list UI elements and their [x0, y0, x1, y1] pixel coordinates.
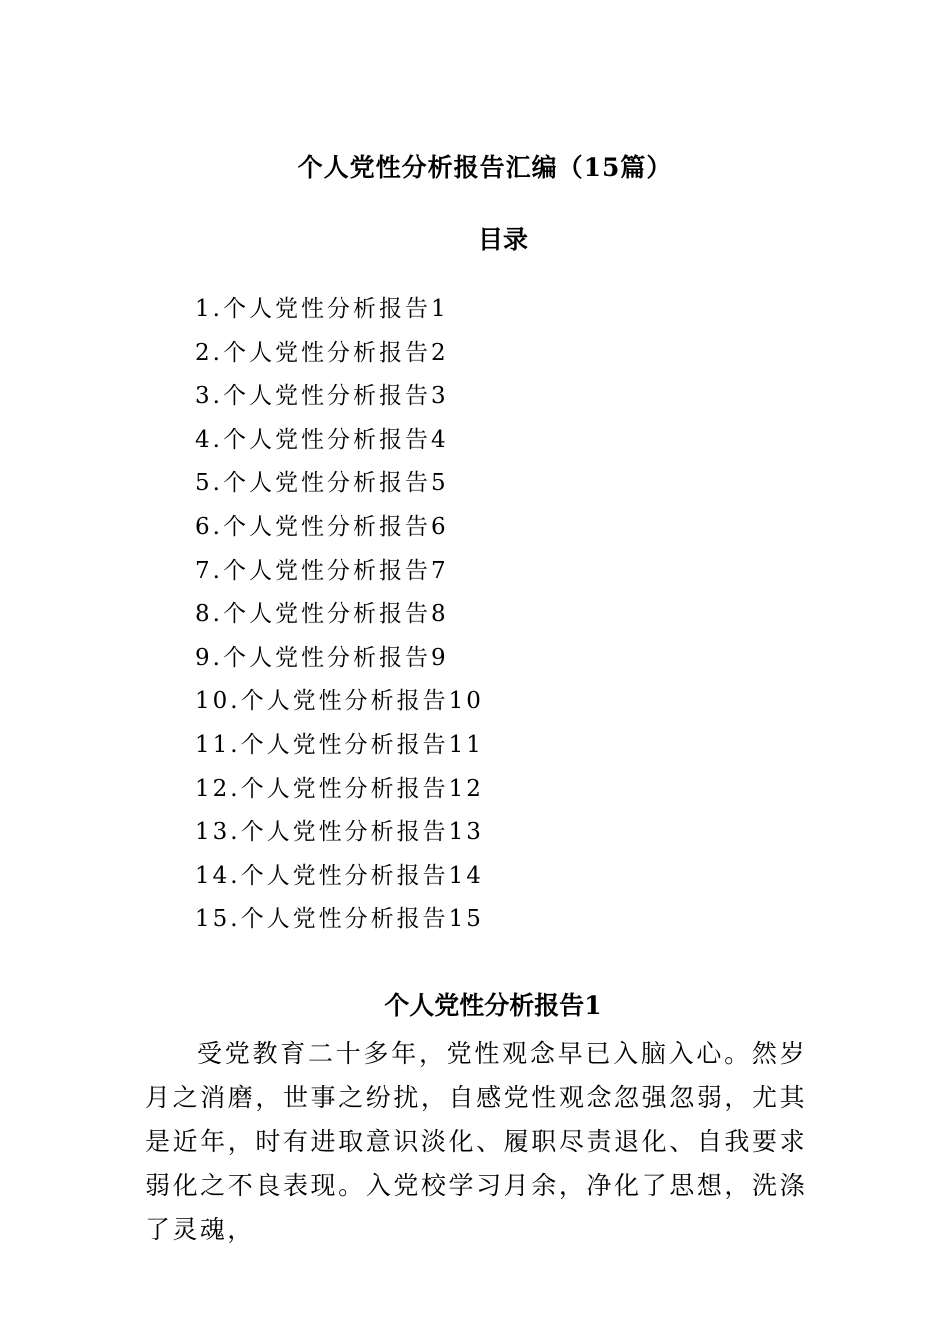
toc-item[interactable]: 11.个人党性分析报告11 [195, 731, 484, 758]
body-paragraph: 受党教育二十多年，党性观念早已入脑入心。然岁月之消磨，世事之纷扰，自感党性观念忽强忽弱，尤其是近年，时有进取意识淡化、履职尽责退化、自我要求弱化之不良表现。入党校学习月余，净化了思想，洗涤了灵魂， [145, 1039, 807, 1244]
document-title: 个人党性分析报告汇编（15篇） [297, 153, 673, 182]
toc-item[interactable]: 13.个人党性分析报告13 [195, 819, 484, 846]
toc-item[interactable]: 14.个人党性分析报告14 [195, 862, 484, 889]
toc-heading: 目录 [477, 225, 528, 254]
section-title: 个人党性分析报告1 [384, 991, 602, 1020]
toc-item[interactable]: 9.个人党性分析报告9 [195, 644, 449, 671]
toc-item[interactable]: 15.个人党性分析报告15 [195, 906, 484, 933]
toc-item[interactable]: 3.个人党性分析报告3 [195, 383, 449, 410]
toc-item[interactable]: 7.个人党性分析报告7 [195, 557, 449, 584]
toc-item[interactable]: 8.个人党性分析报告8 [195, 601, 449, 628]
toc-item[interactable]: 2.个人党性分析报告2 [195, 339, 449, 366]
toc-list [195, 290, 484, 944]
toc-item[interactable]: 5.个人党性分析报告5 [195, 470, 449, 497]
toc-item[interactable]: 6.个人党性分析报告6 [195, 513, 449, 540]
toc-item[interactable]: 10.个人党性分析报告10 [195, 688, 484, 715]
toc-item[interactable]: 4.个人党性分析报告4 [195, 426, 449, 453]
toc-item[interactable]: 1.个人党性分析报告1 [195, 296, 449, 322]
toc-item[interactable]: 12.个人党性分析报告12 [195, 775, 484, 802]
